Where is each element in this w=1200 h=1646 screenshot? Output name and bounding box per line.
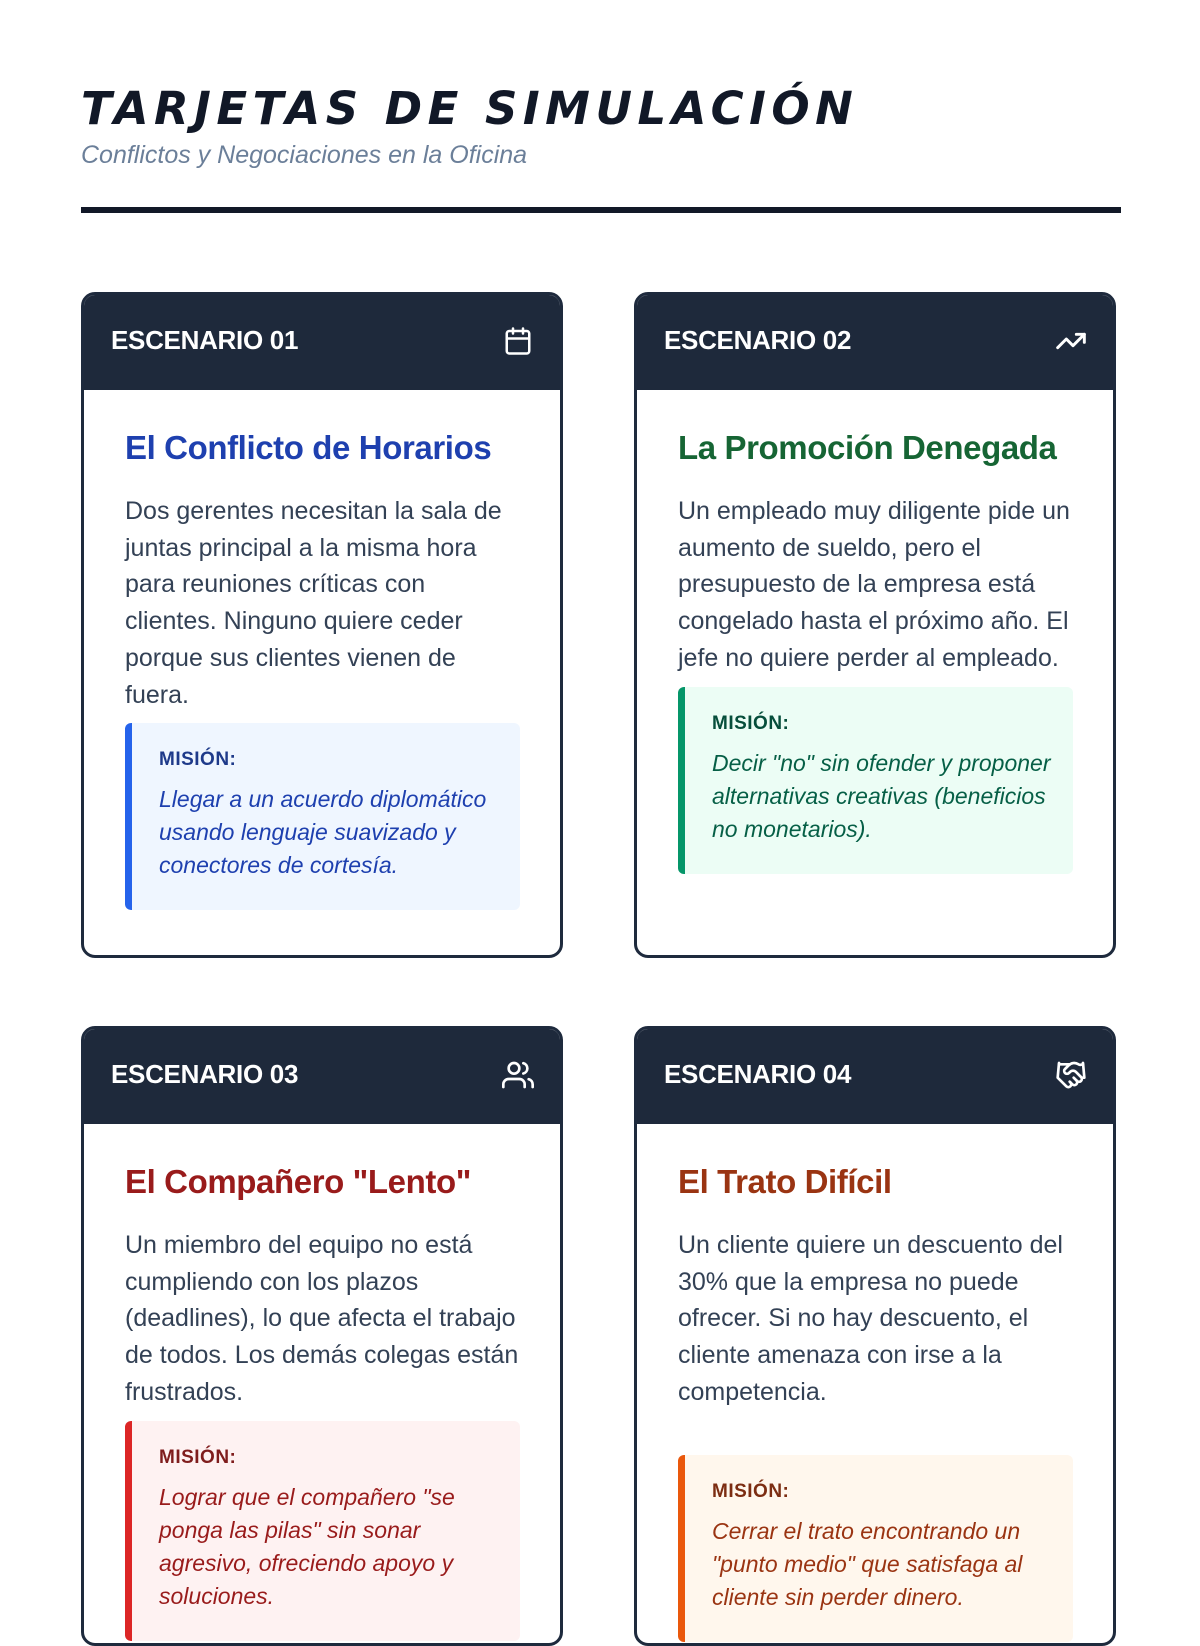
mission-label: MISIÓN: [159, 1446, 237, 1468]
mission-label: MISIÓN: [712, 1480, 790, 1502]
mission-text: Lograr que el compañero "se ponga las pilas" sin sonar agresivo, ofreciendo apoyo y soluciones. [159, 1483, 455, 1609]
scenario-card-01 [81, 292, 563, 958]
mission-text: Decir "no" sin ofender y proponer alternativas creativas (beneficios no monetarios). [712, 749, 1051, 842]
card-scenario-label: ESCENARIO 04 [664, 1059, 852, 1089]
scenario-card-04 [634, 1026, 1116, 1646]
card-header [637, 295, 1113, 390]
card-header [637, 1029, 1113, 1124]
handshake-icon [1055, 1059, 1087, 1091]
card-description: Dos gerentes necesitan la sala de juntas principal a la misma hora para reuniones críticas con clientes. Ninguno quiere ceder porque sus clientes vienen de fuera. [125, 497, 502, 709]
card-scenario-label: ESCENARIO 02 [664, 325, 852, 355]
mission-box [125, 1421, 520, 1641]
header-divider [81, 207, 1121, 213]
card-body [637, 1124, 1113, 1646]
card-scenario-label: ESCENARIO 01 [111, 325, 299, 355]
mission-box [125, 723, 520, 910]
card-title: El Conflicto de Horarios [125, 429, 492, 466]
mission-text: Cerrar el trato encontrando un "punto medio" que satisfaga al cliente sin perder dinero. [712, 1517, 1023, 1610]
card-description: Un cliente quiere un descuento del 30% que la empresa no puede ofrecer. Si no hay descuento, el cliente amenaza con irse a la competencia. [678, 1231, 1063, 1406]
card-header [84, 295, 560, 390]
page-header [81, 80, 1121, 170]
card-description: Un empleado muy diligente pide un aumento de sueldo, pero el presupuesto de la empresa está congelado hasta el próximo año. El jefe no quiere perder al empleado. [678, 497, 1070, 672]
page-title: TARJETAS DE SIMULACIÓN [81, 82, 859, 135]
card-description: Un miembro del equipo no está cumpliendo con los plazos (deadlines), lo que afecta el trabajo de todos. Los demás colegas están frustrados. [125, 1231, 519, 1406]
simulation-cards-page [81, 0, 1121, 1610]
mission-label: MISIÓN: [159, 749, 237, 771]
card-title: La Promoción Denegada [678, 429, 1057, 466]
users-icon [502, 1059, 534, 1091]
card-body [637, 390, 1113, 914]
card-header [84, 1029, 560, 1124]
mission-box [678, 687, 1073, 874]
card-scenario-label: ESCENARIO 03 [111, 1059, 299, 1089]
calendar-icon [502, 325, 534, 357]
mission-label: MISIÓN: [712, 712, 790, 734]
card-body [84, 390, 560, 950]
trending-up-icon [1055, 325, 1087, 357]
scenario-card-03 [81, 1026, 563, 1646]
card-body [84, 1124, 560, 1646]
mission-text: Llegar a un acuerdo diplomático usando lenguaje suavizado y conectores de cortesía. [159, 786, 487, 879]
card-title: El Compañero "Lento" [125, 1163, 471, 1200]
scenario-card-02 [634, 292, 1116, 958]
mission-box [678, 1455, 1073, 1642]
card-title: El Trato Difícil [678, 1163, 892, 1200]
page-subtitle: Conflictos y Negociaciones en la Oficina [81, 141, 528, 169]
